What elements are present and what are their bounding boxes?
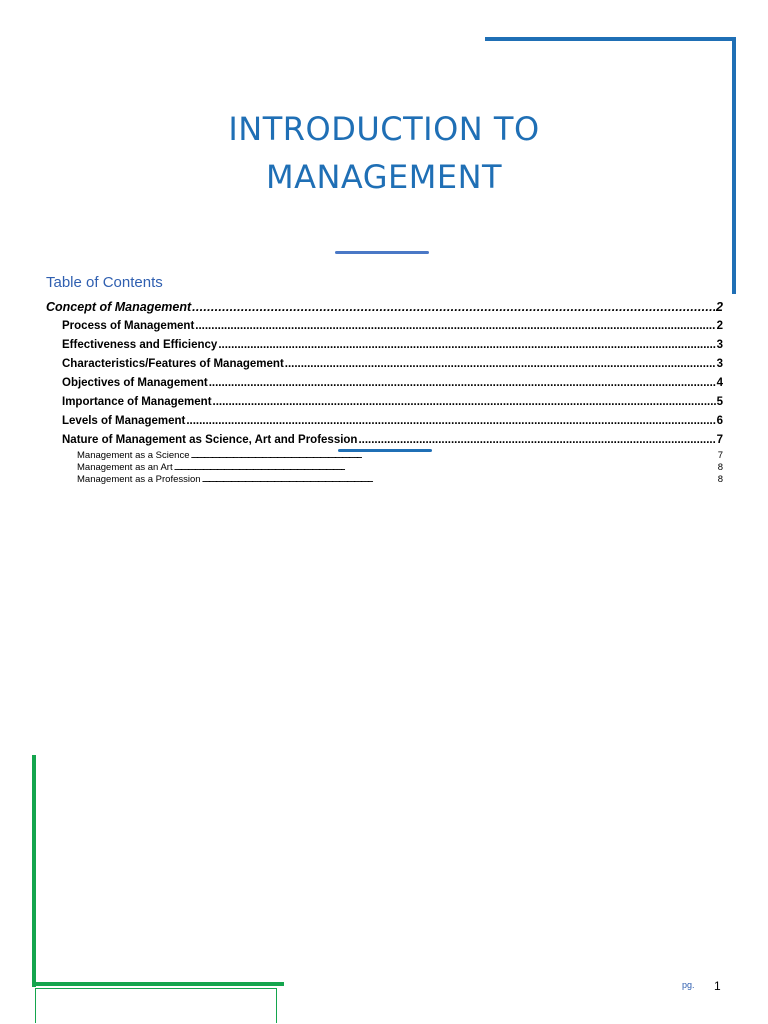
toc-entry-label: Management as a Profession [77, 474, 201, 485]
toc-entry[interactable] [46, 374, 723, 393]
toc-leader-dots [218, 336, 715, 355]
toc-entry-label: Importance of Management [62, 396, 212, 408]
toc-leader-dots [358, 431, 715, 450]
toc-entry-page: 5 [716, 396, 723, 408]
toc-entry-page: 8 [717, 474, 723, 485]
toc-leader-dots [186, 412, 715, 431]
toc-entry-label: Effectiveness and Efficiency [62, 339, 218, 351]
toc-entry-label: Management as a Science [77, 450, 190, 461]
toc-entry[interactable] [46, 393, 723, 412]
toc-entry-label: Objectives of Management [62, 377, 208, 389]
section-underline-divider [338, 449, 432, 452]
toc-entry[interactable] [46, 355, 723, 374]
toc-entry-page: 3 [716, 358, 723, 370]
toc-entry-page: 4 [716, 377, 723, 389]
toc-leader-dots [192, 298, 715, 317]
table-of-contents [46, 298, 723, 486]
top-right-frame-horizontal [485, 37, 736, 41]
footer-page-number: 1 [714, 979, 721, 993]
toc-entry-page: 3 [716, 339, 723, 351]
toc-entry[interactable] [46, 298, 723, 317]
title-line-2: MANAGEMENT [265, 158, 503, 196]
toc-entry[interactable] [46, 431, 723, 450]
toc-entry-label: Process of Management [62, 320, 195, 332]
title-line-1: INTRODUCTION TO [228, 110, 540, 148]
toc-entry-page: 7 [716, 434, 723, 446]
toc-entry-page: 6 [716, 415, 723, 427]
toc-leader-dots [202, 474, 717, 486]
toc-entry[interactable] [46, 317, 723, 336]
toc-entry-page: 2 [716, 320, 723, 332]
toc-leader-dots [209, 374, 716, 393]
bottom-left-frame-box [35, 988, 277, 1023]
toc-entry-label: Nature of Management as Science, Art and Profession [62, 434, 358, 446]
footer-page-prefix: pg. [682, 980, 695, 990]
toc-leader-dots [285, 355, 716, 374]
toc-entry-page: 2 [716, 300, 723, 314]
toc-leader-dots [195, 317, 715, 336]
toc-heading: Table of Contents [46, 274, 163, 291]
toc-entry-page: 8 [717, 462, 723, 473]
toc-entry[interactable] [46, 336, 723, 355]
bottom-left-frame-horizontal [32, 982, 284, 986]
toc-leader-dots [190, 450, 716, 462]
toc-leader-dots [174, 462, 717, 474]
toc-entry-label: Characteristics/Features of Management [62, 358, 284, 370]
toc-entry-label: Concept of Management [46, 300, 192, 314]
title-divider [335, 251, 429, 254]
toc-entry-page: 7 [717, 450, 723, 461]
toc-entry[interactable] [46, 474, 723, 486]
toc-entry[interactable] [46, 412, 723, 431]
toc-leader-dots [213, 393, 716, 412]
toc-entry-label: Levels of Management [62, 415, 186, 427]
bottom-left-frame-vertical [32, 755, 36, 987]
toc-entry[interactable] [46, 462, 723, 474]
document-title [0, 105, 768, 201]
toc-entry-label: Management as an Art [77, 462, 173, 473]
